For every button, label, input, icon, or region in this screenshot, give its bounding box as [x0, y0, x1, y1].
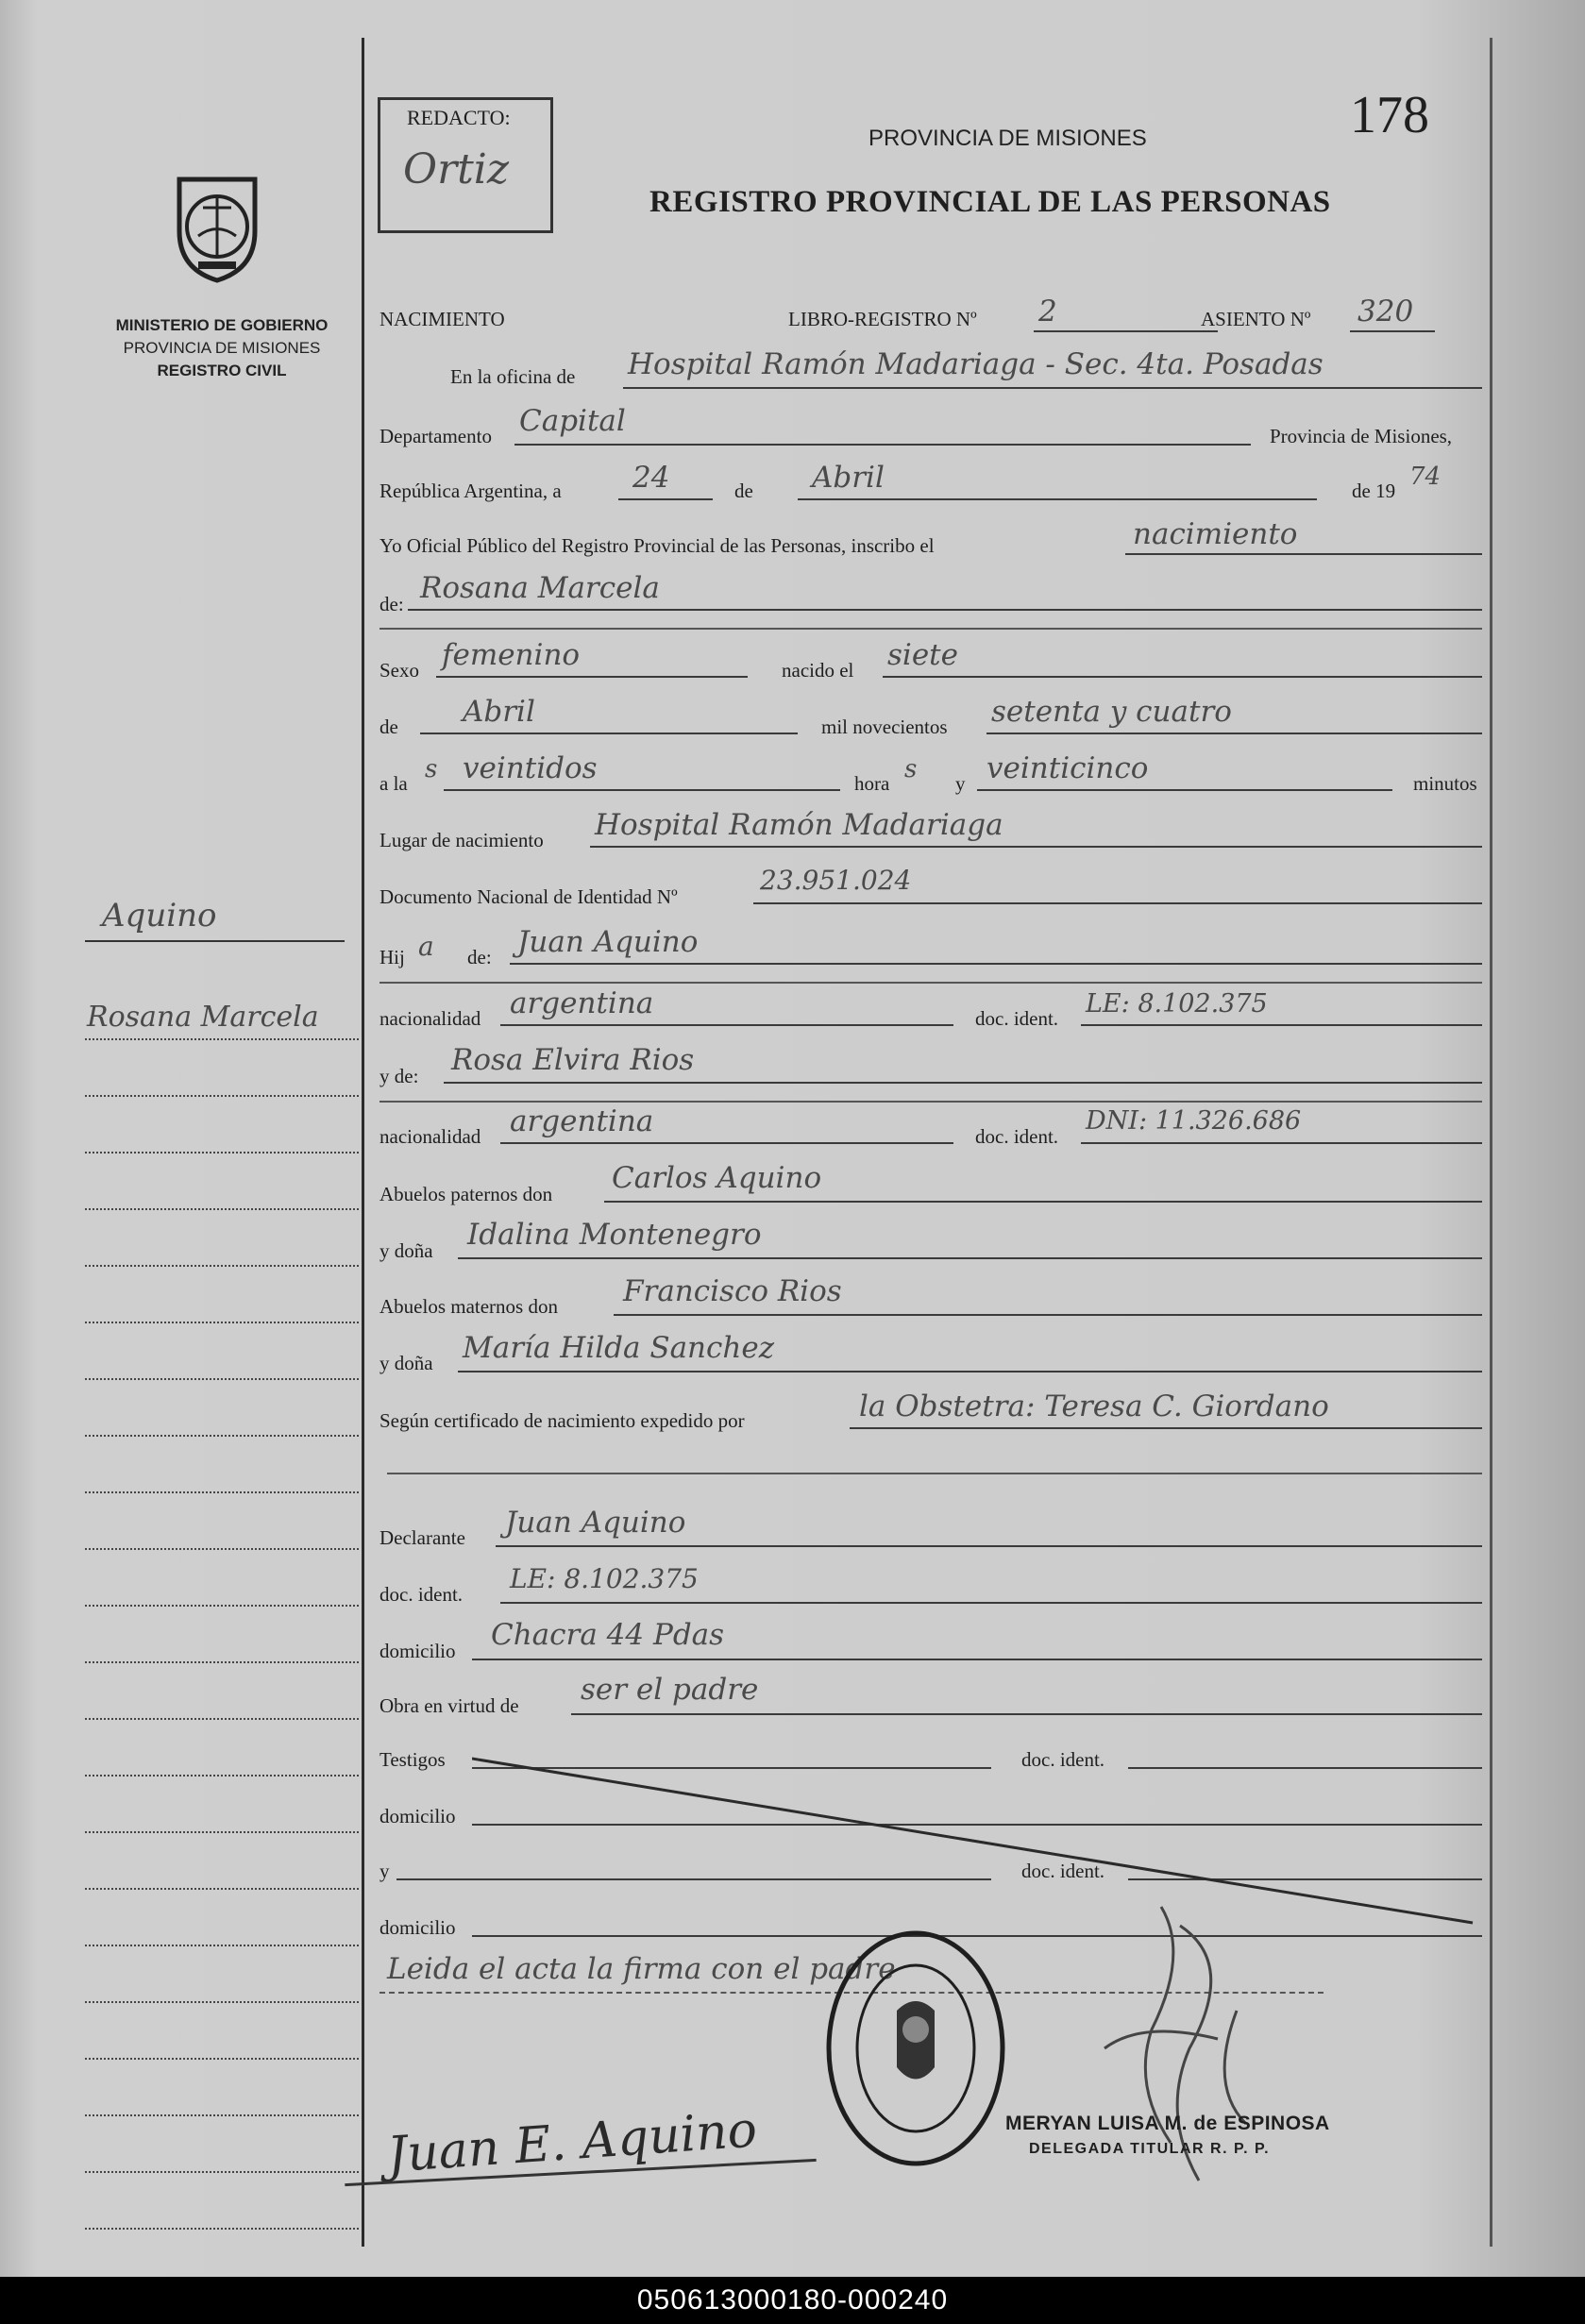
rule	[379, 1101, 1482, 1103]
ydona-pat-label: y doña	[379, 1239, 433, 1262]
rule	[500, 1602, 1482, 1604]
margin-line	[85, 1038, 359, 1040]
inscribo-value: nacimiento	[1133, 517, 1298, 551]
abuela-pat-value: Idalina Montenegro	[467, 1218, 762, 1252]
redacto-signature: Ortiz	[403, 145, 510, 194]
rule	[1081, 1142, 1482, 1144]
hij-de: de:	[467, 946, 492, 968]
rule	[458, 1371, 1482, 1373]
margin-line	[85, 2114, 359, 2116]
nac-madre-value: argentina	[510, 1104, 654, 1138]
rule	[420, 733, 798, 734]
rule	[850, 1427, 1482, 1429]
rule	[977, 789, 1392, 791]
doc-decl-label: doc. ident.	[379, 1583, 464, 1606]
obra-label: Obra en virtud de	[379, 1694, 519, 1717]
domicilio2-label: domicilio	[379, 1805, 456, 1827]
margin-line	[85, 1945, 359, 1946]
republica-label: República Argentina, a	[379, 480, 562, 502]
abuelo-pat-value: Carlos Aquino	[612, 1161, 822, 1195]
margin-rule-right	[1490, 38, 1492, 2247]
doc-padre-value: LE: 8.102.375	[1086, 989, 1268, 1019]
footer-code: 050613000180-000240	[0, 2277, 1585, 2324]
rule	[883, 676, 1482, 678]
margin-line	[85, 2228, 359, 2230]
padre-value: Juan Aquino	[517, 925, 699, 959]
rule	[614, 1314, 1482, 1316]
rule	[618, 498, 713, 500]
margin-line	[85, 2001, 359, 2003]
horas-label: hora	[854, 772, 890, 795]
rule	[798, 498, 1317, 500]
registry-title: REGISTRO PROVINCIAL DE LAS PERSONAS	[649, 185, 1331, 219]
nacimiento-label: NACIMIENTO	[379, 308, 505, 330]
rule	[514, 444, 1251, 446]
margin-line	[85, 2171, 359, 2173]
ydona-mat-label: y doña	[379, 1352, 433, 1374]
redacto-box	[378, 97, 553, 233]
ala-suffix: s	[425, 755, 438, 783]
official-stamp-icon	[821, 1926, 1010, 2171]
certificado-label: Según certificado de nacimiento expedido por	[379, 1409, 745, 1432]
oficina-value: Hospital Ramón Madariaga - Sec. 4ta. Posadas	[628, 347, 1324, 381]
oficial-text: Yo Oficial Público del Registro Provincial de las Personas, inscribo el	[379, 534, 935, 557]
declarante-signature: Juan E. Aquino	[385, 2101, 759, 2184]
ministry-line3: REGISTRO CIVIL	[157, 362, 287, 379]
rule	[590, 846, 1482, 848]
rule	[1125, 553, 1482, 555]
rule	[379, 982, 1482, 984]
domicilio-value: Chacra 44 Pdas	[491, 1618, 725, 1652]
domicilio3-label: domicilio	[379, 1916, 456, 1939]
rule	[623, 387, 1482, 389]
nombre-value: Rosana Marcela	[420, 571, 660, 605]
mes2-value: Abril	[463, 695, 535, 729]
de2-label: de:	[379, 593, 404, 615]
horas-suffix: s	[904, 755, 918, 783]
testigos-label: Testigos	[379, 1748, 446, 1771]
nacido-value: siete	[887, 638, 958, 672]
margin-line	[85, 1605, 359, 1607]
provincial-seal-icon	[160, 165, 274, 288]
rule	[500, 1024, 953, 1026]
rule	[753, 902, 1482, 904]
redacto-label: REDACTO:	[407, 106, 511, 129]
rule	[444, 789, 840, 791]
mes-value: Abril	[812, 461, 885, 495]
margin-line	[85, 1208, 359, 1210]
de3-label: de	[379, 716, 398, 738]
rule	[510, 963, 1482, 965]
abuelos-mat-label: Abuelos maternos don	[379, 1295, 558, 1318]
rule	[444, 1082, 1482, 1084]
sexo-value: femenino	[442, 638, 581, 672]
declarante-label: Declarante	[379, 1526, 465, 1549]
official-title: DELEGADA TITULAR R. P. P.	[1029, 2141, 1271, 2157]
domicilio-label: domicilio	[379, 1640, 456, 1662]
margin-line	[85, 1775, 359, 1777]
dni-label: Documento Nacional de Identidad Nº	[379, 885, 678, 908]
margin-line	[85, 2058, 359, 2060]
margin-line	[85, 1152, 359, 1154]
nacido-label: nacido el	[782, 659, 854, 682]
rule	[1350, 330, 1435, 332]
hij-suffix: a	[418, 931, 434, 962]
rule	[604, 1201, 1482, 1203]
rule	[986, 733, 1482, 734]
leida-value: Leida el acta la firma con el padre	[387, 1952, 896, 1986]
nac-padre-value: argentina	[510, 986, 654, 1020]
rule	[458, 1257, 1482, 1259]
certificado-value: la Obstetra: Teresa C. Giordano	[859, 1389, 1329, 1423]
rule	[1034, 330, 1218, 332]
margin-line	[85, 1265, 359, 1267]
minutos-label: minutos	[1413, 772, 1477, 795]
doc-padre-label: doc. ident.	[975, 1007, 1059, 1030]
margin-line	[85, 1491, 359, 1493]
lugar-label: Lugar de nacimiento	[379, 829, 544, 851]
rule	[571, 1713, 1482, 1715]
hij-label: Hij	[379, 946, 405, 968]
rule	[496, 1545, 1482, 1547]
anio-prefix: de 19	[1352, 480, 1396, 502]
rule	[436, 676, 748, 678]
rule	[472, 1659, 1482, 1660]
margin-line	[85, 1378, 359, 1380]
declarante-value: Juan Aquino	[505, 1506, 686, 1540]
departamento-label: Departamento	[379, 425, 492, 447]
testigos-crossout	[472, 1751, 1482, 1930]
page-number: 178	[1350, 86, 1429, 144]
departamento-value: Capital	[519, 404, 626, 438]
oficina-label: En la oficina de	[450, 365, 576, 388]
obra-value: ser el padre	[581, 1673, 759, 1707]
ministry-line1: MINISTERIO DE GOBIERNO	[115, 316, 329, 334]
doc-test2-label: doc. ident.	[1021, 1860, 1105, 1882]
margin-line	[85, 1548, 359, 1550]
doc-madre-value: DNI: 11.326.686	[1086, 1106, 1302, 1136]
margin-rule-left	[362, 38, 364, 2247]
margin-line	[85, 1718, 359, 1720]
libro-label: LIBRO-REGISTRO Nº	[788, 308, 977, 330]
margin-given-names: Rosana Marcela	[87, 1001, 319, 1034]
margin-line	[85, 1831, 359, 1833]
official-signature-icon	[1048, 1897, 1274, 2209]
nac-madre-label: nacionalidad	[379, 1125, 481, 1148]
rule	[408, 609, 1482, 611]
margin-line	[85, 940, 345, 942]
margin-line	[85, 1661, 359, 1663]
y2-label: y	[379, 1860, 390, 1882]
ministry-line2: PROVINCIA DE MISIONES	[123, 339, 321, 357]
doc-decl-value: LE: 8.102.375	[510, 1563, 699, 1594]
province-heading: PROVINCIA DE MISIONES	[868, 126, 1147, 151]
asiento-value: 320	[1357, 295, 1414, 328]
dia-value: 24	[632, 461, 670, 495]
libro-value: 2	[1038, 295, 1057, 328]
margin-line	[85, 1888, 359, 1890]
ala-label: a la	[379, 772, 408, 795]
abuelo-mat-value: Francisco Rios	[623, 1274, 842, 1308]
y-label: y	[955, 772, 966, 795]
rule	[379, 628, 1482, 630]
official-name: MERYAN LUISA M. de ESPINOSA	[1005, 2113, 1330, 2134]
anio-value: 74	[1409, 463, 1442, 491]
dni-value: 23.951.024	[760, 865, 912, 896]
lugar-value: Hospital Ramón Madariaga	[595, 808, 1003, 842]
minutos-value: veinticinco	[986, 751, 1149, 785]
margin-line	[85, 1095, 359, 1097]
nac-padre-label: nacionalidad	[379, 1007, 481, 1030]
abuela-mat-value: María Hilda Sanchez	[463, 1331, 775, 1365]
sexo-label: Sexo	[379, 659, 419, 682]
asiento-label: ASIENTO Nº	[1201, 308, 1311, 330]
rule	[1081, 1024, 1482, 1026]
margin-line	[85, 1435, 359, 1437]
hora-value: veintidos	[463, 751, 598, 785]
margin-surname: Aquino	[102, 897, 217, 935]
margin-line	[85, 1322, 359, 1323]
anio2-value: setenta y cuatro	[991, 695, 1232, 729]
de-label: de	[734, 480, 753, 502]
doc-madre-label: doc. ident.	[975, 1125, 1059, 1148]
rule	[387, 1473, 1482, 1474]
rule	[500, 1142, 953, 1144]
doc-test-label: doc. ident.	[1021, 1748, 1105, 1771]
mil-label: mil novecientos	[821, 716, 948, 738]
yde-label: y de:	[379, 1065, 419, 1087]
madre-value: Rosa Elvira Rios	[451, 1043, 695, 1077]
provincia-label: Provincia de Misiones,	[1270, 425, 1453, 447]
abuelos-pat-label: Abuelos paternos don	[379, 1183, 553, 1205]
